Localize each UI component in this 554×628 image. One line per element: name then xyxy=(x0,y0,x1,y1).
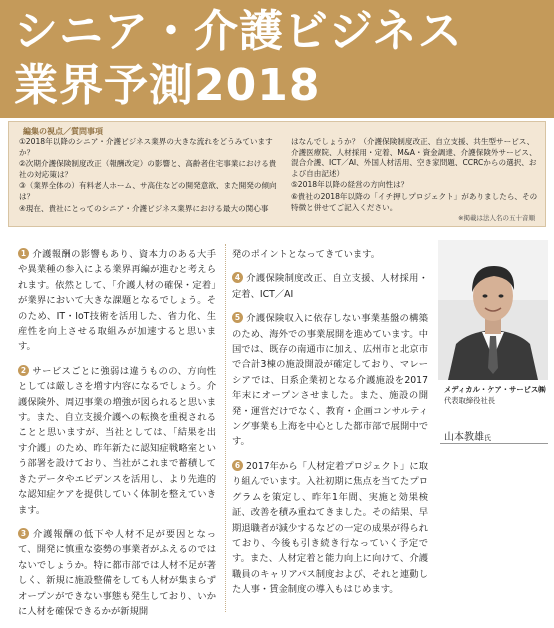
portrait-illustration xyxy=(438,240,548,380)
position-title: 代表取締役社長 xyxy=(444,396,496,405)
questions-left-column xyxy=(19,137,281,215)
company-name: メディカル・ケア・サービス㈱ xyxy=(444,385,546,394)
answer-3 xyxy=(18,527,216,619)
name-underline xyxy=(440,443,548,444)
order-note: ※掲載は法人名の五十音順 xyxy=(458,214,535,222)
answer-number-badge: 4 xyxy=(232,272,243,283)
column-divider xyxy=(225,244,226,612)
answer-text: 介護報酬の影響もあり、資本力のある大手や異業種の参入による業界再編が進むと考えられます。依然として、「介護人材の確保・定着」が業界において大きな課題となるでしょう。そのため、IT・IoT技術を活用した、省力化、生産性を向上させる取組みが加速すると思います。 xyxy=(18,249,216,353)
body-column-middle xyxy=(232,247,428,607)
honorific-suffix: 氏 xyxy=(484,434,491,442)
answer-number-badge: 5 xyxy=(232,312,243,323)
answer-text: 介護保険制度改正、自立支援、人材採用・定着、ICT／AI xyxy=(232,273,428,300)
answer-3-continued: 発のポイントとなってきています。 xyxy=(232,249,381,260)
question-item: ③（業界全体の）有料老人ホーム、サ高住などの開発意欲、また開発の傾向は？ xyxy=(19,181,277,201)
answer-4 xyxy=(232,271,428,302)
person-name: 山本教雄 xyxy=(444,432,484,443)
question-item: ⑥貴社の2018年以降の「イチ押しプロジェクト」がありましたら、その特徴と併せてご記入ください。 xyxy=(291,191,538,212)
title-line-1: シニア・介護ビジネス xyxy=(14,6,463,57)
portrait-photo xyxy=(438,240,548,380)
question-item: ④現在、貴社にとってのシニア・介護ビジネス業界における最大の関心事 xyxy=(19,203,269,213)
answer-number-badge: 2 xyxy=(18,365,29,376)
body-column-left xyxy=(18,247,216,628)
person-name-line xyxy=(444,428,491,443)
question-item: ②次期介護保険制度改正（報酬改定）の影響と、高齢者住宅事業における貴社の対応策は？ xyxy=(19,159,277,179)
answer-1 xyxy=(18,247,216,355)
answer-number-badge: 1 xyxy=(18,248,29,259)
questions-right-column xyxy=(291,137,539,214)
answer-text: 2017年から「人材定着プロジェクト」に取り組んでいます。入社初期に焦点を当てたプログラムを策定し、昨年1年間、実施と効果検証、改善を積み重ねてきました。その結果、早期退職者が減少するなどの一定の成果が得られており、今後も引き続き行なっていく予定です。また、人材定着と能力向上に向けて、介護職員のキャリアパス制度および、それと連動した人事・賃金制度の導入もはじめます。 xyxy=(232,460,428,596)
question-item: ①2018年以降のシニア・介護ビジネス業界の大きな流れをどうみていますか？ xyxy=(19,137,273,157)
questions-heading: 編集の視点／質問事項 xyxy=(23,127,103,136)
answer-text: 介護報酬の低下や人材不足が要因となって、開発に慎重な姿勢の事業者がふえるのではないでしょうか。特に都市部では人材不足が著しく、新規に施設整備をしても人材が集まらずオープンができない事態も発生しており、いかに人材を確保できるかが新規開 xyxy=(18,528,216,617)
answer-2 xyxy=(18,364,216,518)
profile-caption xyxy=(444,384,548,406)
answer-number-badge: 3 xyxy=(18,528,29,539)
answer-text: サービスごとに強弱は違うものの、方向性としては厳しさを増す内容になるでしょう。介護保険外、周辺事業の増強が図られると思います。また、自立支援介護への転換を重視されることと思いますが、当社としては、「結果を出す介護」のため、昨年新たに認知症戦略室という部署を設けており、当社がこれまで蓄積してきたデータやエビデンスを活用し、より先進的な認知症ケアを提供していく体制を整えていきます。 xyxy=(18,365,216,516)
questions-box xyxy=(8,121,546,227)
title-line-2: 業界予測2018 xyxy=(14,60,321,111)
question-item: ⑤2018年以降の経営の方向性は？ xyxy=(291,180,409,190)
answer-text: 介護保険収入に依存しない事業基盤の構築のため、海外での事業展開を進めています。中国では、既存の南通市に加え、広州市と北京市で合計3棟の施設開設が確定しており、マレーシアでは、日系企業初となる介護施設を2017年末にオープンさせました。また、施設の開発・運営だけでなく、教育・企画コンサルティング事業も上海を中心とした都市部で展開中です。 xyxy=(232,313,428,448)
question-item: はなんでしょうか？（介護保険制度改正、自立支援、共生型サービス、介護医療院、人材採用・定着、M&A・資金調達、介護保険外サービス、混合介護、ICT／AI、外国人材活用、空き家問題、CCRCからの選択、および自由記述） xyxy=(291,137,537,178)
answer-5 xyxy=(232,311,428,450)
title-banner xyxy=(0,0,554,118)
answer-number-badge: 6 xyxy=(232,460,243,471)
answer-6 xyxy=(232,459,428,598)
